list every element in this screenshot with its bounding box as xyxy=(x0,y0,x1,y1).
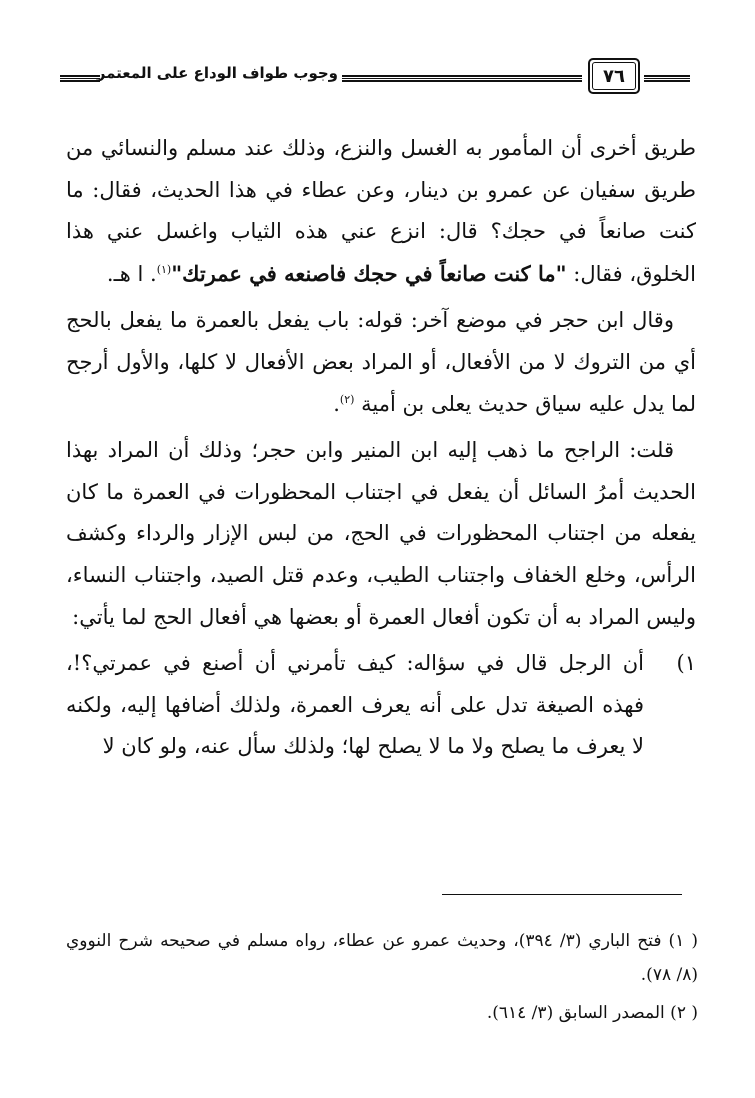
page-number-frame xyxy=(588,58,640,94)
paragraph xyxy=(66,300,696,425)
paragraph xyxy=(66,128,696,295)
page-number: ٧٦ xyxy=(603,65,625,87)
paragraph-end: . ا هـ. xyxy=(106,261,157,286)
footnote: ( ١) فتح الباري (٣/ ٣٩٤)، وحديث عمرو عن عطاء، رواه مسلم في صحيحه شرح النووي (٨/ ٧٨). xyxy=(66,931,698,985)
footnote-ref: (٢) xyxy=(339,392,355,406)
footnote: ( ٢) المصدر السابق (٣/ ٦١٤). xyxy=(486,1003,698,1023)
header-rule xyxy=(342,75,582,82)
item-text: أن الرجل قال في سؤاله: كيف تأمرني أن أصنع في عمرتي؟!، فهذه الصيغة تدل على أنه يعرف العمرة، ولذلك أضافها إليه، ولكنه لا يعرف ما يصلح ولا ما لا يصلح لها؛ ولذلك سأل عنه، ولو كان لا xyxy=(66,651,644,759)
footnote-separator xyxy=(442,894,682,895)
paragraph: قلت: الراجح ما ذهب إليه ابن المنير وابن حجر؛ وذلك أن المراد بهذا الحديث أمرُ السائل أن يفعل في اجتناب المحظورات في العمرة ما كان يفعله من اجتناب المحظورات في الحج، من لبس الإزار والرداء وكشف الرأس، وخلع الخفاف واجتناب الطيب، وعدم قتل الصيد، واجتناب النساء، وليس المراد به أن تكون أفعال العمرة أو بعضها هي أفعال الحج لما يأتي: xyxy=(66,438,696,629)
main-text xyxy=(66,128,696,768)
header-rule xyxy=(644,75,690,82)
paragraph-end: . xyxy=(333,391,340,416)
paragraph-text: وقال ابن حجر في موضع آخر: قوله: باب يفعل بالعمرة ما يفعل بالحج أي من التروك لا من الأفعال، أو المراد بعض الأفعال لا كلها، والأول أرجح لما يدل عليه سياق حديث يعلى بن أمية xyxy=(66,308,696,416)
numbered-item xyxy=(66,643,696,768)
paragraph-text: طريق أخرى أن المأمور به الغسل والنزع، وذلك عند مسلم والنسائي من طريق سفيان عن عمرو بن دينار، وعن عطاء في هذا الحديث، فقال: ما كنت صانعاً في حجك؟ قال: انزع عني هذه الثياب واغسل عني هذا الخلوق، فقال: xyxy=(66,136,696,286)
item-number: ١) xyxy=(676,651,696,676)
header-rule xyxy=(60,75,100,82)
footnotes xyxy=(66,924,698,1034)
running-title: وجوب طواف الوداع على المعتمر xyxy=(96,64,338,82)
footnote-ref: (١) xyxy=(156,262,172,276)
page-header xyxy=(60,58,690,98)
quoted-hadith: "ما كنت صانعاً في حجك فاصنعه في عمرتك" xyxy=(171,260,567,286)
